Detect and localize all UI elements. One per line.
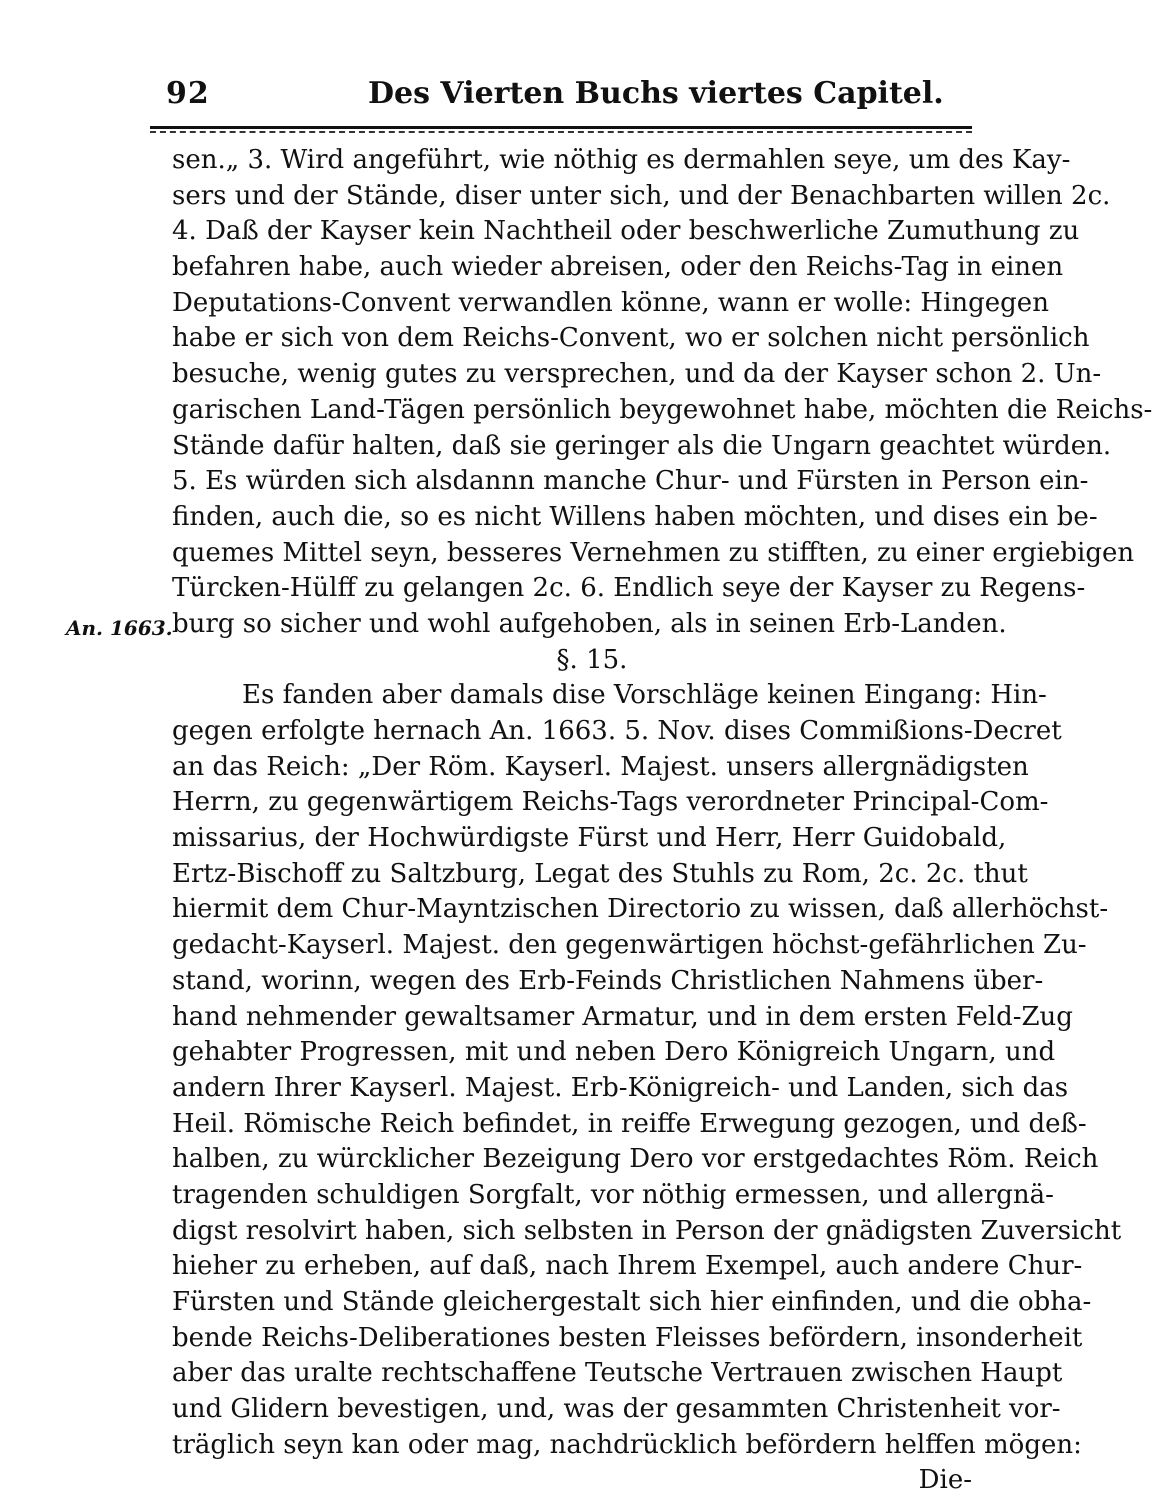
- text-line: Heil. Römische Reich befindet, in reiffe Erwegung gezogen, und deß-: [172, 1108, 1087, 1139]
- text-line: bende Reichs-Deliberationes besten Fleisses befördern, insonderheit: [172, 1322, 1083, 1353]
- text-line: garischen Land-Tägen persönlich beygewohnet habe, möchten die Reichs-: [172, 394, 1152, 425]
- text-line: sers und der Stände, diser unter sich, und der Benachbarten willen 2c.: [172, 180, 1111, 211]
- text-line: sen.„ 3. Wird angeführt, wie nöthig es dermahlen seye, um des Kay-: [172, 145, 1071, 175]
- text-line: und Glidern bevestigen, und, was der gesammten Christenheit vor-: [172, 1394, 1061, 1425]
- text-line: Herrn, zu gegenwärtigem Reichs-Tags verordneter Principal-Com-: [172, 787, 1049, 818]
- text-line: gedacht-Kayserl. Majest. den gegenwärtigen höchst-gefährlichen Zu-: [172, 930, 1087, 961]
- text-line: finden, auch die, so es nicht Willens haben möchten, und dises ein be-: [172, 501, 1098, 532]
- text-line: halben, zu würcklicher Bezeigung Dero vor erstgedachtes Röm. Reich: [172, 1144, 1099, 1175]
- paragraph-2: [172, 678, 1122, 1463]
- page-number: 92: [166, 76, 210, 111]
- section-heading: §. 15.: [556, 644, 628, 675]
- header-rule-ornament: [150, 131, 972, 133]
- text-line: habe er sich von dem Reichs-Convent, wo er solchen nicht persönlich: [172, 323, 1090, 354]
- text-line: aber das uralte rechtschaffene Teutsche Vertrauen zwischen Haupt: [172, 1358, 1063, 1389]
- text-line: befahren habe, auch wieder abreisen, oder den Reichs-Tag in einen: [172, 252, 1064, 283]
- text-line: stand, worinn, wegen des Erb-Feinds Christlichen Nahmens über-: [172, 965, 1044, 996]
- text-line: hiermit dem Chur-Mayntzischen Directorio zu wissen, daß allerhöchst-: [172, 894, 1109, 925]
- text-line: quemes Mittel seyn, besseres Vernehmen zu stifften, zu einer ergiebigen: [172, 537, 1135, 568]
- margin-note-year: An. 1663.: [66, 616, 173, 640]
- text-line: besuche, wenig gutes zu versprechen, und da der Kayser schon 2. Un-: [172, 359, 1102, 390]
- text-line: tragenden schuldigen Sorgfalt, vor nöthig ermessen, und allergnä-: [172, 1179, 1054, 1210]
- text-line: Ertz-Bischoff zu Saltzburg, Legat des Stuhls zu Rom, 2c. 2c. thut: [172, 858, 1028, 889]
- text-line: an das Reich: „Der Röm. Kayserl. Majest. unsers allergnädigsten: [172, 751, 1029, 782]
- text-line: burg so sicher und wohl aufgehoben, als in seinen Erb-Landen.: [172, 608, 1007, 639]
- text-line: Fürsten und Stände gleichergestalt sich hier einfinden, und die obha-: [172, 1287, 1092, 1317]
- text-line: Stände dafür halten, daß sie geringer als die Ungarn geachtet würden.: [172, 430, 1112, 461]
- text-line: hand nehmender gewaltsamer Armatur, und in dem ersten Feld-Zug: [172, 1001, 1073, 1032]
- text-line: 5. Es würden sich alsdannn manche Chur- und Fürsten in Person ein-: [172, 466, 1089, 497]
- text-line: 4. Daß der Kayser kein Nachtheil oder beschwerliche Zumuthung zu: [172, 216, 1080, 247]
- text-line: Es fanden aber damals dise Vorschläge keinen Eingang: Hin-: [242, 680, 1047, 711]
- body-text: [172, 143, 1152, 1499]
- header-rule: [150, 126, 972, 129]
- catchword: Die-: [918, 1465, 972, 1496]
- text-line: digst resolvirt haben, sich selbsten in Person der gnädigsten Zuversicht: [172, 1215, 1122, 1246]
- text-line: Deputations-Convent verwandlen könne, wann er wolle: Hingegen: [172, 287, 1049, 318]
- text-line: träglich seyn kan oder mag, nachdrücklich befördern helffen mögen:: [172, 1429, 1082, 1460]
- text-line: Türcken-Hülff zu gelangen 2c. 6. Endlich seye der Kayser zu Regens-: [172, 573, 1086, 604]
- running-title: Des Vierten Buchs viertes Capitel.: [368, 76, 944, 111]
- text-line: andern Ihrer Kayserl. Majest. Erb-Königreich- und Landen, sich das: [172, 1072, 1069, 1103]
- text-line: missarius, der Hochwürdigste Fürst und Herr, Herr Guidobald,: [172, 823, 1007, 854]
- text-line: hieher zu erheben, auf daß, nach Ihrem Exempel, auch andere Chur-: [172, 1251, 1083, 1282]
- text-line: gehabter Progressen, mit und neben Dero Königreich Ungarn, und: [172, 1037, 1056, 1068]
- paragraph-1: [172, 143, 1152, 643]
- text-line: gegen erfolgte hernach An. 1663. 5. Nov. dises Commißions-Decret: [172, 716, 1062, 746]
